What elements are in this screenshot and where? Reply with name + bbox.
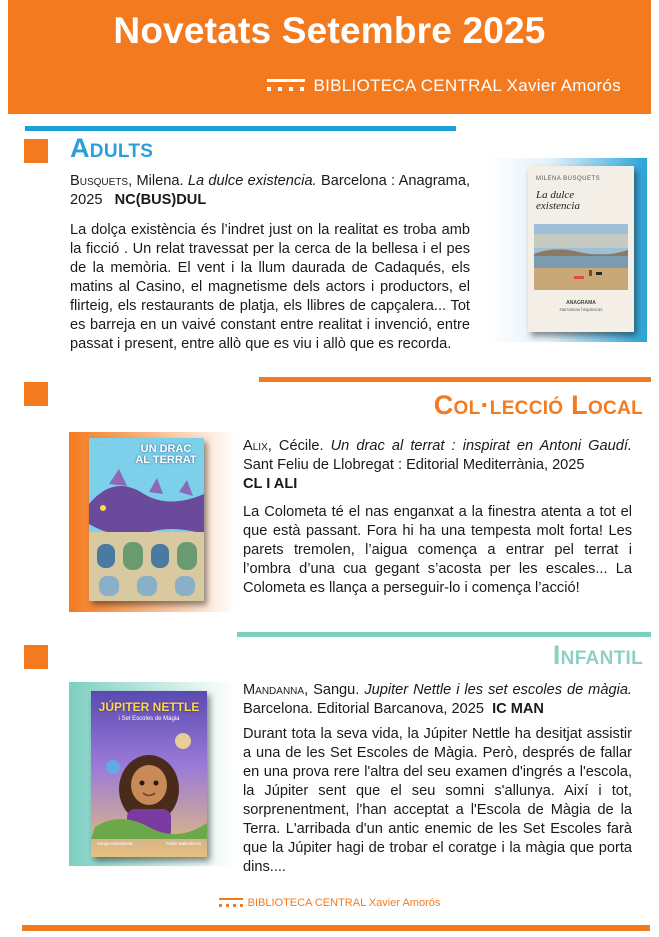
book-author: Mandanna [243, 682, 305, 698]
library-name [267, 76, 621, 96]
cover-illustrator: Pablo Ballesteros [165, 841, 201, 846]
footer-bar [22, 925, 650, 931]
cover-title-line2: i Set Escoles de Màgia [118, 716, 180, 722]
section-title-local: Col·lecció Local [433, 390, 643, 420]
cover-title-line2: existencia [536, 200, 580, 212]
library-logo-icon [267, 79, 305, 93]
book-description: La Colometa té el nas enganxat a la finestra atenta a tot el que està passant. Fora hi ha una tempesta molt forta! Les parets tremolen, l’aigua comença a entrar pel terrat i l’ombra d’una cua gegant s’acosta per les escales... La Colometa es llança a perseguir-lo i comença l’acció! [243, 504, 632, 596]
book-author: Busquets [70, 173, 129, 189]
cover-title-line2: AL TERRAT [135, 454, 197, 466]
library-logo-icon [219, 898, 243, 908]
book-author-first: , Cécile. [267, 438, 331, 454]
book-cover-image: · · · UN DRAC AL TERRAT [89, 438, 204, 601]
cover-painting [534, 224, 628, 290]
book-description: Durant tota la seva vida, la Júpiter Nettle ha desitjat assistir a una de les Set Escoles de Màgia. Però, després de fallar en una prova rere l'altra del seu examen d'ingrés a l'escola, la Júpiter sent que el seu somni s'allunya. Així i tot, sorprenentment, l'han acceptat a l'Escola de Màgia de la Terra. L'arribada d'un antic enemic de les Set Escoles farà que la Júpiter hagi de trobar el coratge i la màgia que porta dins.... [243, 726, 632, 875]
header-banner [8, 0, 651, 114]
section-divider [259, 377, 651, 382]
cover-publisher: ANAGRAMA [566, 300, 596, 306]
section-title-adults: Adults [70, 133, 154, 163]
book-record [243, 437, 632, 494]
cover-title-line1: UN DRAC [140, 443, 192, 455]
book-title: La dulce existencia. [187, 173, 317, 189]
cover-series: Narrativas hispánicas [559, 307, 603, 312]
cover-author: MILENA BUSQUETS [536, 176, 601, 182]
cover-title-line1: JÚPITER NETTLE [98, 700, 200, 714]
book-call-number: NC(BUS)DUL [114, 192, 207, 208]
footer-library-text: BIBLIOTECA CENTRAL Xavier Amorós [247, 897, 441, 909]
cover-title-line1: La dulce [536, 189, 575, 201]
book-author-first: , Milena. [128, 173, 188, 189]
book-title: Un drac al terrat : inspirat en Antoni Gaudí. [330, 438, 632, 454]
book-cover-image [528, 166, 634, 332]
book-description: La dolça existència és l’indret just on la realitat es troba amb la ficció . Un relat travessat per la cerca de la bellesa i el pes de la memòria. El vent i la llum daurada de Cadaqués, els matins al Casino, el magnetisme dels actors i productors, el flirteig, els restaurants de platja, els llibres de capçalera... Tot es barreja en un vaivé constant entre realitat i invenció, entre passat i present, entre allò que es viu i allò que es recorda. [70, 222, 470, 352]
book-publisher: Barcelona : Anagrama, 2025 [70, 173, 470, 208]
cover-illustration [91, 727, 207, 839]
section-marker [24, 382, 48, 406]
book-title: Jupiter Nettle i les set escoles de màgia. [364, 682, 632, 698]
section-marker [24, 139, 48, 163]
cover-author: Sangu Mandanna [97, 841, 133, 846]
section-divider [237, 632, 651, 637]
book-publisher: Sant Feliu de Llobregat : Editorial Mediterrània, 2025 [243, 457, 585, 473]
footer-library [0, 897, 659, 909]
section-title-infantil: Infantil [552, 640, 643, 670]
book-record [243, 681, 632, 719]
book-author-first: , Sangu. [304, 682, 365, 698]
book-author: Alix [243, 438, 268, 454]
library-name-text: BIBLIOTECA CENTRAL Xavier Amorós [313, 76, 621, 95]
section-marker [24, 645, 48, 669]
section-divider [25, 126, 456, 131]
book-record [70, 172, 470, 210]
book-call-number: CL I ALI [243, 476, 298, 492]
cover-illustration [89, 464, 204, 601]
book-call-number: IC MAN [492, 701, 544, 717]
page-title: Novetats Setembre 2025 [113, 10, 546, 51]
book-cover-image [91, 691, 207, 857]
book-publisher: Barcelona. Editorial Barcanova, 2025 [243, 701, 484, 717]
